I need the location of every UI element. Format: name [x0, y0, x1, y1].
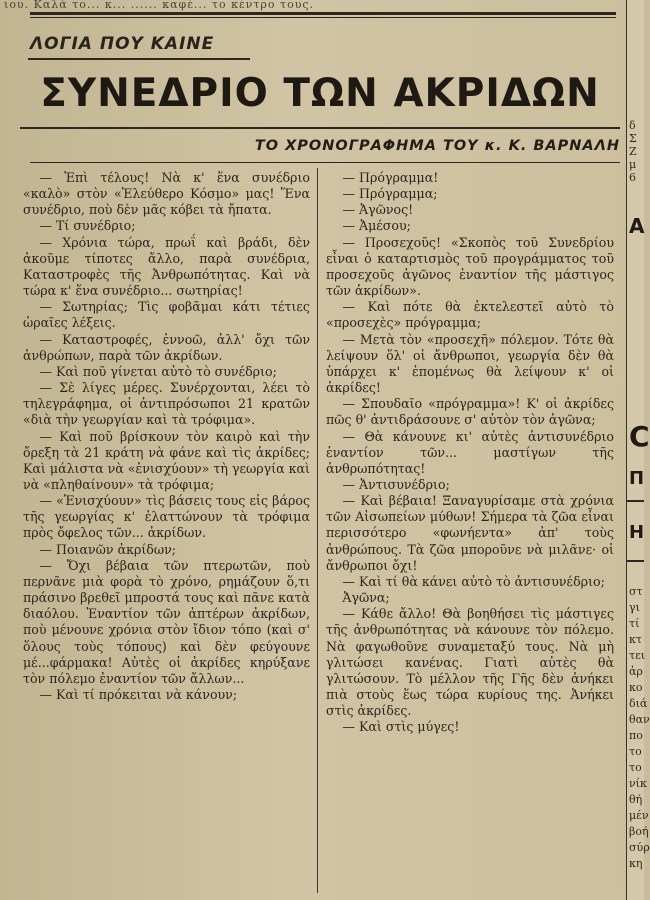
paragraph: — Καὶ ποῦ γίνεται αὐτὸ τὸ συνέδριο;	[39, 363, 277, 379]
fragment-line: κτ	[629, 633, 642, 646]
paragraph: — Ὄχι βέβαια τῶν πτερωτῶν, ποὺ περνᾶνε μιὰ φορὰ τὸ χρόνο, ρημάζουν ὅ,τι πράσινο βρεθεῖ μπροστά τους καὶ πᾶνε κατὰ διαόλου. Ἐναντίον τῶν ἀπτέρων ἀκρίδων, ποὺ μένουνε χρόνια στὸν ἴδιον τόπο (καὶ σ' ὅλους τοὺς τόπους) καὶ δὲν φεύγουνε μέ...φάρμακα! Αὐτὲς οἱ ἀκρίδες κηρύξανε τὸν πόλεμο ἐναντίον τῶν ἄλλων...	[23, 557, 310, 686]
column-divider	[317, 168, 318, 893]
article-column-right	[326, 170, 614, 735]
fragment-line: νίκ	[629, 777, 647, 790]
paragraph: — Σωτηρίας; Τὶς φοβᾶμαι κάτι τέτιες ὡραῖες λέξεις.	[23, 299, 310, 331]
fragment-line: διά	[629, 697, 648, 710]
paragraph: — Καὶ πότε θὰ ἐκτελεστεῖ αὐτὸ τὸ «προσεχὲς» πρόγραμμα;	[326, 299, 614, 331]
top-rule-thin	[30, 17, 616, 18]
fragment-letter: Π	[629, 468, 645, 489]
paragraph: — Τί συνέδριο;	[39, 218, 136, 234]
fragment-line: το	[629, 745, 642, 758]
paragraph: — Καὶ ποῦ βρίσκουν τὸν καιρὸ καὶ τὴν ὄρεξη τὰ 21 κράτη νὰ φάνε καὶ τὶς ἀκρίδες; Καὶ μάλιστα νὰ «ἐνισχύουν» τὴ γεωργία καὶ νὰ «πληθαίνουν» τὰ τρόφιμα;	[23, 428, 310, 492]
fragment-line: βοή	[629, 825, 649, 838]
fragment-line: θή	[629, 793, 643, 806]
paragraph: — Καὶ τί πρόκειται νὰ κάνουν;	[39, 687, 238, 702]
fragment-line: ἀρ	[629, 665, 643, 678]
byline: ΤΟ ΧΡΟΝΟΓΡΑΦΗΜΑ ΤΟΥ κ. Κ. ΒΑΡΝΑΛΗ	[254, 138, 620, 154]
fragment-line: στ	[629, 585, 643, 598]
paragraph: — Θὰ κάνουνε κι' αὐτὲς ἀντισυνέδριο ἐναντίον τῶν... μαστίγων τῆς ἀνθρωπότητας!	[326, 428, 614, 476]
fragment-letter: C	[629, 420, 650, 453]
fragment-line: Σ	[629, 132, 637, 145]
paragraph: — Προσεχοῦς! «Σκοπὸς τοῦ Συνεδρίου εἶναι ὁ καταρτισμὸς τοῦ προγράμματος τοῦ προσεχοῦς ἀγῶνος ἐναντίον τῆς μάστιγος τῶν ἀκρίδων».	[326, 234, 614, 299]
fragment-line: γι	[629, 601, 640, 614]
paragraph: — Ἀντισυνέδριο;	[342, 476, 450, 492]
fragment-rule	[627, 560, 644, 562]
paragraph: Ἀγῶνα;	[342, 590, 390, 606]
paragraph: — Μετὰ τὸν «προσεχῆ» πόλεμον. Τότε θὰ λείψουν ὅλ' οἱ ἄνθρωποι, γεωργία δὲν θὰ ὑπάρχει κ' ἐπομένως θὰ λείψουν κ' οἱ ἀκρίδες!	[326, 331, 614, 396]
paragraph: — Σπουδαῖο «πρόγραμμα»! Κ' οἱ ἀκρίδες πῶς θ' ἀντιδράσουνε σ' αὐτὸν τὸν ἀγῶνα;	[326, 396, 614, 428]
headline-rule	[20, 127, 620, 129]
paragraph: — Πρόγραμμα;	[342, 186, 438, 202]
paragraph: — Ἀγῶνος!	[342, 202, 414, 218]
paragraph: — Χρόνια τώρα, πρωΐ καὶ βράδι, δὲν ἀκοῦμε τίποτες ἄλλο, παρὰ συνέδρια, Καταστροφὲς τῆς Ἀνθρωπότητας. Καὶ νὰ τώρα κ' ἕνα συνέδριο... σωτηρίας!	[23, 234, 310, 299]
fragment-line: δ	[629, 119, 636, 132]
paragraph: — «Ἐνισχύουν» τὶς βάσεις τους εἰς βάρος τῆς γεωργίας κ' ἐλαττώνουν τὰ τρόφιμα πρὸς ὄφελος τῶν... ἀκρίδων.	[23, 493, 310, 541]
paragraph: — Κάθε ἄλλο! Θὰ βοηθήσει τὶς μάστιγες τῆς ἀνθρωπότητας νὰ κάνουνε τὸν πόλεμο. Νὰ φαγωθοῦνε συναμεταξύ τους. Νὰ μὴ γλιτώσει κανένας. Γιατὶ αὐτὲς θὰ γλιτώσουν. Τὸ μέλλον τῆς Γῆς δὲν ἀνήκει πιὰ στοὺς ἕως τώρα κυρίους της. Ἀνήκει στὶς ἀκρίδες.	[326, 606, 614, 719]
headline: ΣΥΝΕΔΡΙΟ ΤΩΝ ΑΚΡΙΔΩΝ	[40, 71, 600, 116]
fragment-letter: Η	[629, 522, 645, 543]
paragraph: — Πρόγραμμα!	[342, 170, 439, 185]
kicker: ΛΟΓΙΑ ΠΟΥ ΚΑΙΝΕ	[30, 34, 215, 54]
fragment-rule	[627, 500, 644, 502]
paragraph: — Ἐπὶ τέλους! Νὰ κ' ἕνα συνέδριο «καλὸ» στὸν «Ἐλεύθερο Κόσμο» μας! Ἕνα συνέδριο, ποὺ δὲν μᾶς κόβει τὰ ἤπατα.	[23, 170, 310, 218]
fragment-line: κη	[629, 857, 643, 870]
paragraph: — Καὶ βέβαια! Ξαναγυρίσαμε στὰ χρόνια τῶν Αἰσωπείων μύθων! Σήμερα τὰ ζῶα εἶναι περισσότερο «φωνήεντα» ἀπ' τοὺς ἀνθρώπους. Τὰ ζῶα μποροῦνε νὰ μιλᾶνε· οἱ ἄνθρωποι ὄχι!	[326, 493, 614, 573]
paragraph: — Ἀμέσου;	[342, 218, 411, 234]
paragraph: — Σὲ λίγες μέρες. Συνέρχονται, λέει τὸ τηλεγράφημα, οἱ ἀντιπρόσωποι 21 κρατῶν «διὰ τὴν γεωργίαν καὶ τὰ τρόφιμα».	[23, 380, 310, 428]
fragment-line: πο	[629, 729, 643, 742]
kicker-underline	[28, 58, 250, 60]
fragment-line: το	[629, 761, 642, 774]
paragraph: — Καταστροφές, ἐννοῶ, ἀλλ' ὄχι τῶν ἀνθρώπων, παρὰ τῶν ἀκρίδων.	[23, 331, 310, 363]
paragraph: — Καὶ στὶς μύγες!	[342, 719, 460, 735]
fragment-line: θαν	[629, 713, 650, 726]
fragment-line: τει	[629, 649, 646, 662]
fragment-line: 6	[629, 171, 636, 184]
fragment-line: Ζ	[629, 145, 637, 158]
fragment-line: κο	[629, 681, 643, 694]
article-column-left	[23, 170, 310, 703]
fragment-line: μέν	[629, 809, 649, 822]
paragraph: — Ποιανῶν ἀκρίδων;	[39, 541, 177, 557]
fragment-letter: Α	[629, 214, 645, 238]
top-rule	[30, 12, 616, 15]
fragment-line: σύρ	[629, 841, 650, 854]
fragment-line: μ	[629, 158, 637, 171]
byline-rule	[30, 162, 620, 163]
top-strip-fragment: ιου. Καλά το... κ... ...... καφέ... το κέντρο τους.	[4, 0, 315, 11]
fragment-line: τί	[629, 617, 640, 630]
paragraph: — Καὶ τί θὰ κάνει αὐτὸ τὸ ἀντισυνέδριο;	[342, 573, 605, 589]
adjacent-column-fragment	[626, 0, 650, 900]
